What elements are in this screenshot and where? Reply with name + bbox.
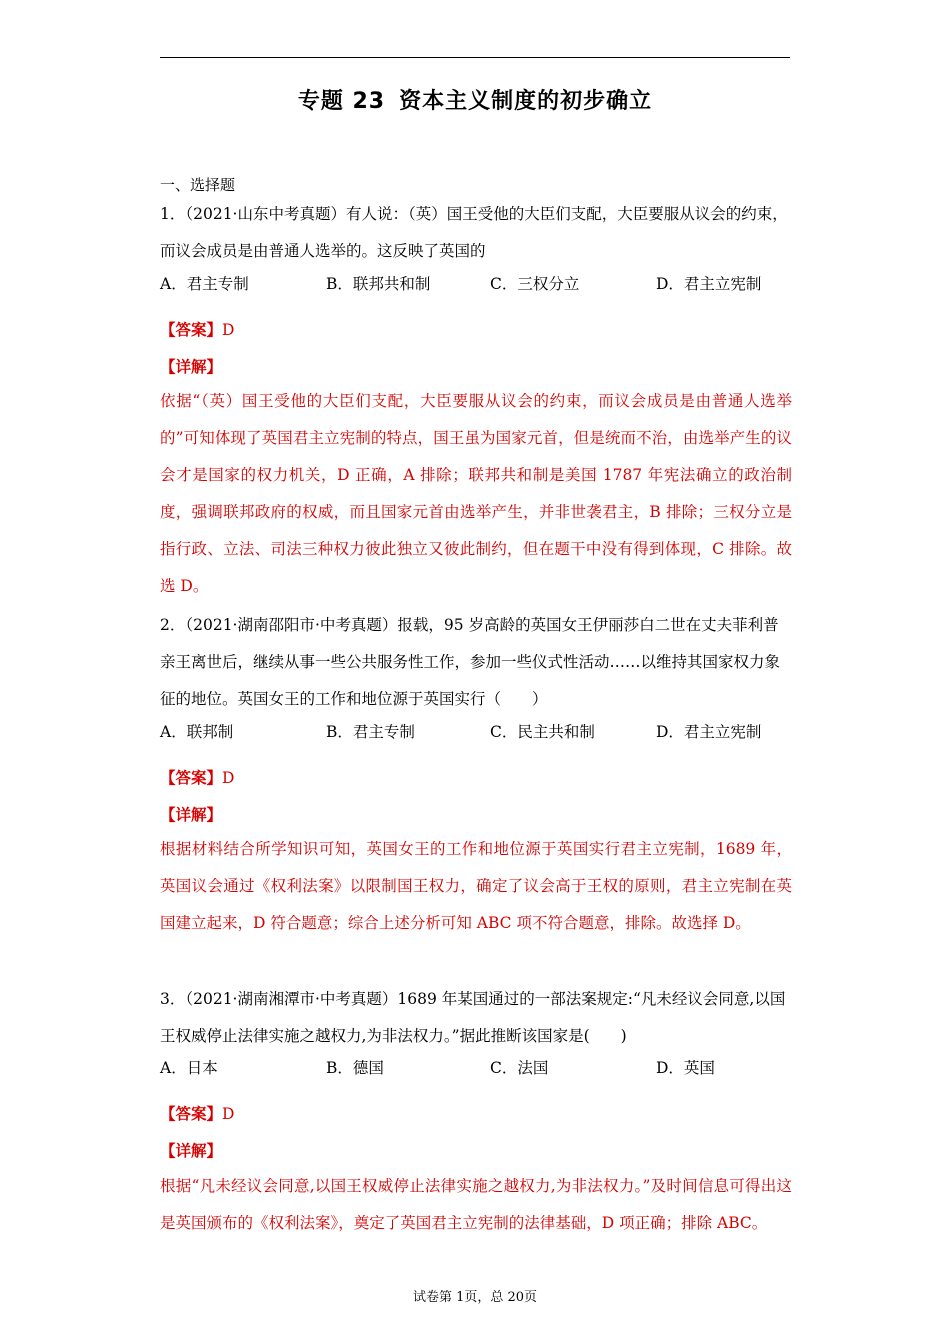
question-1-stem: 1．（2021·山东中考真题）有人说：（英）国王受他的大臣们支配，大臣要服从议会的约束，而议会成员是由普通人选举的。这反映了英国的	[160, 205, 788, 260]
answer-3	[160, 1102, 234, 1124]
option-b: B．德国	[326, 1059, 384, 1077]
answer-label: 【答案】	[160, 321, 223, 339]
title-text: 资本主义制度的初步确立	[399, 89, 653, 114]
section-heading: 一、选择题	[160, 176, 236, 194]
option-d: D．英国	[656, 1059, 715, 1077]
explain-3: 根据“凡未经议会同意,以国王权威停止法律实施之越权力,为非法权力。”及时间信息可得出这是英国颁布的《权利法案》，奠定了英国君主立宪制的法律基础，D 项正确；排除 ABC。	[160, 1177, 792, 1232]
header-rule	[160, 57, 790, 58]
explain-label-1: 【详解】	[160, 358, 223, 376]
option-b: B．君主专制	[326, 723, 415, 741]
question-2-stem: 2．（2021·湖南邵阳市·中考真题）报载，95 岁高龄的英国女王伊丽莎白二世在丈夫菲利普亲王离世后，继续从事一些公共服务性工作，参加一些仪式性活动……以维持其国家权力象征的地位。英国女王的工作和地位源于英国实行（ ）	[160, 616, 781, 708]
page-footer: 试卷第 1页，总 20页	[412, 1290, 538, 1305]
question-3-options	[160, 1056, 800, 1093]
option-d: D．君主立宪制	[656, 723, 762, 741]
option-d: D．君主立宪制	[656, 275, 762, 293]
option-a: A．君主专制	[160, 275, 249, 293]
explain-label-3: 【详解】	[160, 1142, 223, 1160]
answer-label: 【答案】	[160, 769, 223, 787]
explain-2: 根据材料结合所学知识可知，英国女王的工作和地位源于英国实行君主立宪制，1689 年，英国议会通过《权利法案》以限制国王权力，确定了议会高于王权的原则，君主立宪制在英国建立起来，D 符合题意；综合上述分析可知 ABC 项不符合题意，排除。故选择 D。	[160, 840, 792, 932]
option-c: C．法国	[490, 1059, 549, 1077]
explain-1: 依据“（英）国王受他的大臣们支配，大臣要服从议会的约束，而议会成员是由普通人选举的”可知体现了英国君主立宪制的特点，国王虽为国家元首，但是统而不治，由选举产生的议会才是国家的权力机关，D 正确，A 排除；联邦共和制是美国 1787 年宪法确立的政治制度，强调联邦政府的权威，而且国家元首由选举产生，并非世袭君主，B 排除；三权分立是指行政、立法、司法三种权力彼此独立又彼此制约，但在题干中没有得到体现，C 排除。故选 D。	[160, 392, 792, 595]
answer-value: D	[222, 1105, 235, 1123]
explain-label-2: 【详解】	[160, 806, 223, 824]
option-c: C．三权分立	[490, 275, 580, 293]
answer-2	[160, 766, 234, 788]
option-a: A．联邦制	[160, 723, 234, 741]
question-2-options	[160, 720, 800, 757]
option-b: B．联邦共和制	[326, 275, 431, 293]
answer-label: 【答案】	[160, 1105, 223, 1123]
question-3-stem: 3．（2021·湖南湘潭市·中考真题）1689 年某国通过的一部法案规定:“凡未经议会同意,以国王权威停止法律实施之越权力,为非法权力。”据此推断该国家是( )	[160, 990, 786, 1045]
answer-value: D	[222, 769, 235, 787]
question-1-options	[160, 272, 800, 309]
answer-value: D	[222, 321, 235, 339]
answer-1	[160, 318, 234, 340]
option-c: C．民主共和制	[490, 723, 595, 741]
option-a: A．日本	[160, 1059, 218, 1077]
title-number: 专题 23	[297, 89, 386, 114]
page-title	[0, 84, 950, 115]
